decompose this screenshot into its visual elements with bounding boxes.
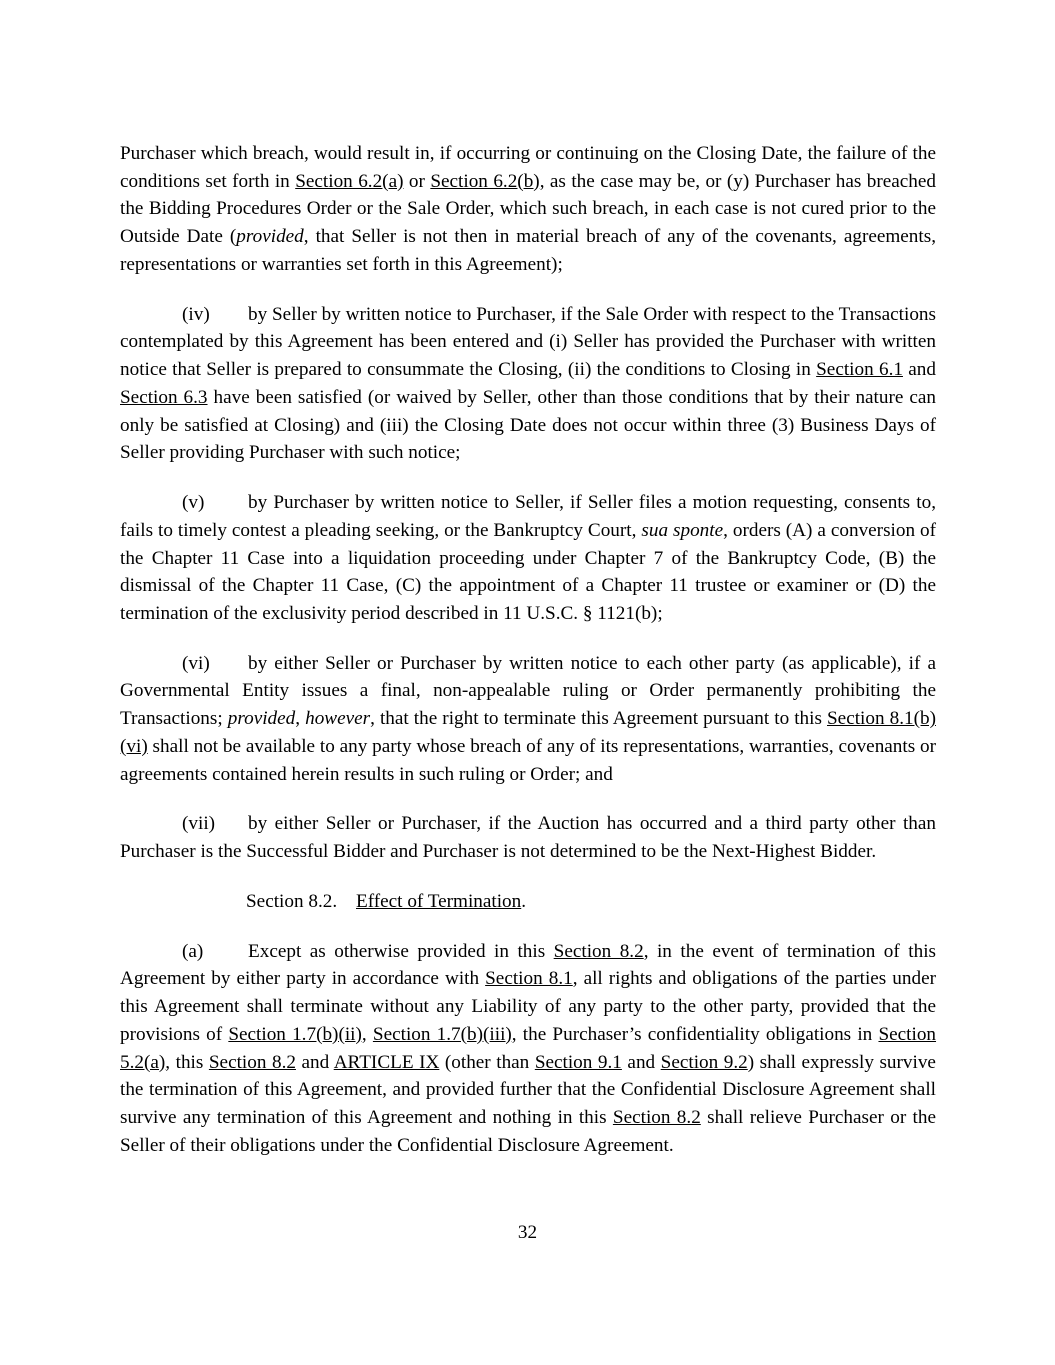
clause-label: (a) (182, 940, 204, 962)
paragraph-continuation: Purchaser which breach, would result in, if occurring or continuing on the Closing Date, the failure of the conditions set forth in Section 6.2(a) or Section 6.2(b), as the case may be, or (y) Purchaser has breached the Bidding Procedures Order or the Sale Order, which such breach, in each case is not cured prior to the Outside Date (provided, that Seller is not then in material breach of any of the covenants, agreements, representations or warranties set forth in this Agreement); (120, 143, 936, 275)
clause-indent (120, 653, 182, 674)
clause-indent (120, 492, 182, 513)
section-number: Section 8.2. (246, 890, 338, 912)
clause-label: (v) (182, 492, 205, 514)
clause-label: (iv) (182, 303, 210, 325)
paragraph-clause-vii: (vii) by either Seller or Purchaser, if the Auction has occurred and a third party other than Purchaser is the Successful Bidder and Purchaser is not determined to be the Next-Highest Bidder. (120, 810, 936, 865)
clause-label: (vii) (182, 813, 216, 835)
paragraph-clause-iv: (iv) by Seller by written notice to Purchaser, if the Sale Order with respect to the Transactions contemplated by this Agreement has been entered and (i) Seller has provided the Purchaser with written notice that Seller is prepared to consummate the Closing, (ii) the conditions to Closing in Section 6.1 and Section 6.3 have been satisfied (or waived by Seller, other than those conditions that by their nature can only be satisfied at Closing) and (iii) the Closing Date does not occur within three (3) Business Days of Seller providing Purchaser with such notice; (120, 301, 936, 467)
clause-label: (vi) (182, 652, 210, 674)
document-body (120, 140, 936, 1182)
clause-indent (120, 304, 182, 325)
paragraph-clause-vi: (vi) by either Seller or Purchaser by written notice to each other party (as applicable), if a Governmental Entity issues a final, non-appealable ruling or Order permanently prohibiting the Transactions; provided, however, that the right to terminate this Agreement pursuant to this Section 8.1(b)(vi) shall not be available to any party whose breach of any of its representations, warranties, covenants or agreements contained herein results in such ruling or Order; and (120, 650, 936, 789)
section-heading-8-2 (120, 888, 936, 916)
page-number: 32 (517, 1222, 538, 1243)
paragraph-clause-v: (v) by Purchaser by written notice to Seller, if Seller files a motion requesting, consents to, fails to timely contest a pleading seeking, or the Bankruptcy Court, sua sponte, orders (A) a conversion of the Chapter 11 Case into a liquidation proceeding under Chapter 7 of the Bankruptcy Code, (B) the dismissal of the Chapter 11 Case, (C) the appointment of a Chapter 11 trustee or examiner or (D) the termination of the exclusivity period described in 11 U.S.C. § 1121(b); (120, 489, 936, 628)
section-title: Effect of Termination (356, 890, 522, 912)
paragraph-subsection-a: (a) Except as otherwise provided in this Section 8.2, in the event of termination of this Agreement by either party in accordance with Section 8.1, all rights and obligations of the parties under this Agreement shall terminate without any Liability of any party to the other party, provided that the provisions of Section 1.7(b)(ii), Section 1.7(b)(iii), the Purchaser’s confidentiality obligations in Section 5.2(a), this Section 8.2 and ARTICLE IX (other than Section 9.1 and Section 9.2) shall expressly survive the termination of this Agreement, and provided further that the Confidential Disclosure Agreement shall survive any termination of this Agreement and nothing in this Section 8.2 shall relieve Purchaser or the Seller of their obligations under the Confidential Disclosure Agreement. (120, 938, 936, 1160)
clause-indent (120, 941, 182, 962)
clause-indent (120, 813, 182, 834)
section-heading-trailing: . (521, 890, 527, 912)
